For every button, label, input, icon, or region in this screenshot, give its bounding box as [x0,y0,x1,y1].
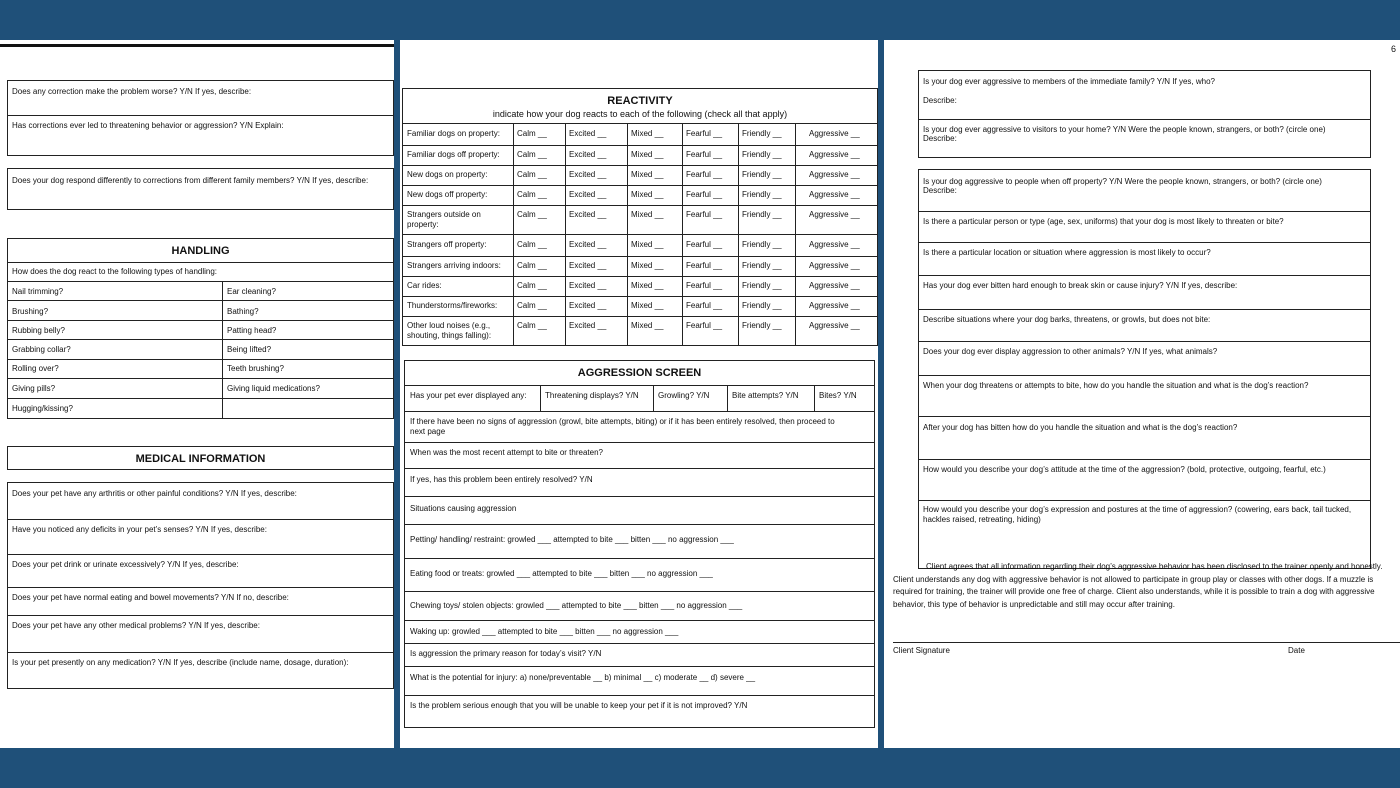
reactivity-option[interactable]: Calm __ [517,301,547,310]
reactivity-option[interactable]: Mixed __ [631,281,664,290]
handling-section [7,238,394,419]
medical-question: Have you noticed any deficits in your pet’s senses? Y/N If yes, describe: [12,525,267,534]
reactivity-option[interactable]: Friendly __ [742,281,782,290]
reactivity-option[interactable]: Friendly __ [742,301,782,310]
question-visitors-describe: Describe: [923,134,957,143]
reactivity-option[interactable]: Aggressive __ [809,170,860,179]
question: Is there a particular location or situation where aggression is most likely to occur? [923,248,1211,257]
reactivity-option[interactable]: Excited __ [569,129,607,138]
handling-item: Patting head? [227,326,277,335]
reactivity-option[interactable]: Excited __ [569,190,607,199]
reactivity-option[interactable]: Excited __ [569,301,607,310]
reactivity-option[interactable]: Friendly __ [742,129,782,138]
reactivity-option[interactable]: Calm __ [517,261,547,270]
reactivity-option[interactable]: Fearful __ [686,261,723,270]
handling-item: Teeth brushing? [227,364,284,373]
reactivity-option[interactable]: Excited __ [569,150,607,159]
reactivity-option[interactable]: Aggressive __ [809,210,860,219]
question: Has your dog ever bitten hard enough to break skin or cause injury? Y/N If yes, describe: [923,281,1238,290]
medical-header [7,446,394,470]
reactivity-row-label: Strangers off property: [407,240,487,249]
question: How would you describe your dog’s attitude at the time of the aggression? (bold, protective, outgoing, fearful, etc.) [923,465,1326,474]
reactivity-option[interactable]: Aggressive __ [809,321,860,330]
aggression-title: AGGRESSION SCREEN [577,367,702,379]
aggression-row: Petting/ handling/ restraint: growled ___ attempted to bite ___ bitten ___ no aggression ___ [410,535,734,544]
reactivity-option[interactable]: Excited __ [569,261,607,270]
handling-item: Bathing? [227,307,259,316]
aggression-row: What is the potential for injury: a) none/preventable __ b) minimal __ c) moderate __ d) severe __ [410,673,756,682]
handling-item: Giving liquid medications? [227,384,320,393]
reactivity-option[interactable]: Excited __ [569,321,607,330]
correction-question-1: Does any correction make the problem worse? Y/N If yes, describe: [12,87,252,96]
family-visitors-box [918,70,1371,158]
reactivity-option[interactable]: Mixed __ [631,261,664,270]
aggression-row: Waking up: growled ___ attempted to bite ___ bitten ___ no aggression ___ [410,627,679,636]
medical-question: Does your pet have normal eating and bowel movements? Y/N If no, describe: [12,593,289,602]
handling-item: Giving pills? [12,384,56,393]
top-rule [0,44,394,47]
aggression-questions-box [918,169,1371,569]
reactivity-option[interactable]: Fearful __ [686,129,723,138]
correction-question-3: Does your dog respond differently to corrections from different family members? Y/N If yes, describe: [12,176,369,185]
reactivity-option[interactable]: Mixed __ [631,150,664,159]
handling-item: Ear cleaning? [227,287,276,296]
reactivity-option[interactable]: Excited __ [569,240,607,249]
reactivity-row-label: Other loud noises (e.g., shouting, things falling): [407,321,492,340]
reactivity-option[interactable]: Aggressive __ [809,301,860,310]
question: When your dog threatens or attempts to bite, how do you handle the situation and what is the dog’s reaction? [923,381,1309,390]
reactivity-option[interactable]: Calm __ [517,190,547,199]
correction-box-2 [7,168,394,210]
reactivity-option[interactable]: Fearful __ [686,190,723,199]
reactivity-option[interactable]: Mixed __ [631,240,664,249]
reactivity-option[interactable]: Aggressive __ [809,150,860,159]
displayed-option: Bite attempts? Y/N [732,391,799,400]
reactivity-option[interactable]: Mixed __ [631,129,664,138]
question: After your dog has bitten how do you handle the situation and what is the dog’s reaction? [923,423,1238,432]
medical-question: Does your pet have any arthritis or other painful conditions? Y/N If yes, describe: [12,489,297,498]
handling-item: Hugging/kissing? [12,404,73,413]
question: Does your dog ever display aggression to other animals? Y/N If yes, what animals? [923,347,1218,356]
aggression-row: Chewing toys/ stolen objects: growled ___ attempted to bite ___ bitten ___ no aggression ___ [410,601,743,610]
reactivity-table [402,88,878,346]
reactivity-option[interactable]: Calm __ [517,240,547,249]
handling-item: Brushing? [12,307,49,316]
handling-title: HANDLING [171,245,230,257]
reactivity-row-label: Car rides: [407,281,442,290]
reactivity-option[interactable]: Excited __ [569,281,607,290]
reactivity-option[interactable]: Mixed __ [631,210,664,219]
medical-question: Is your pet presently on any medication? Y/N If yes, describe (include name, dosage, duration): [12,658,349,667]
reactivity-option[interactable]: Fearful __ [686,170,723,179]
aggression-row: Situations causing aggression [410,504,517,513]
reactivity-option[interactable]: Aggressive __ [809,129,860,138]
medical-title: MEDICAL INFORMATION [135,453,266,465]
displayed-option: Bites? Y/N [819,391,857,400]
reactivity-subtitle: indicate how your dog reacts to each of the following (check all that apply) [492,109,788,119]
reactivity-option[interactable]: Fearful __ [686,321,723,330]
client-agreement: Client agrees that all information regarding their dog’s aggressive behavior has been disclosed to the trainer openly and honestly. Client understands any dog with aggressive behavior is not allowed to participate in group play or classes with other dogs. If a muzzle is required for training, the trainer will provide one free of charge. Client also understands, while it is possible to train a dog with aggressive behavior, this type of behavior is unpredictable and still may occur after training. [893,562,1383,609]
correction-box [7,80,394,156]
reactivity-option[interactable]: Excited __ [569,170,607,179]
handling-intro: How does the dog react to the following types of handling: [12,267,218,276]
displayed-option: Growling? Y/N [658,391,710,400]
reactivity-option[interactable]: Aggressive __ [809,190,860,199]
reactivity-option[interactable]: Calm __ [517,129,547,138]
reactivity-option[interactable]: Calm __ [517,281,547,290]
reactivity-row-label: New dogs off property: [407,190,488,199]
medical-question: Does your pet drink or urinate excessively? Y/N If yes, describe: [12,560,239,569]
reactivity-option[interactable]: Mixed __ [631,170,664,179]
signature-label: Client Signature [893,646,950,655]
handling-item: Being lifted? [227,345,272,354]
reactivity-option[interactable]: Friendly __ [742,190,782,199]
reactivity-option[interactable]: Excited __ [569,210,607,219]
aggression-row: Is aggression the primary reason for today’s visit? Y/N [410,649,602,658]
handling-item: Nail trimming? [12,287,64,296]
question: Describe situations where your dog barks, threatens, or growls, but does not bite: [923,315,1211,324]
reactivity-option[interactable]: Aggressive __ [809,240,860,249]
handling-item: Rolling over? [12,364,59,373]
question-visitors: Is your dog ever aggressive to visitors to your home? Y/N Were the people known, strangers, or both? (circle one) [923,125,1326,134]
reactivity-option[interactable]: Friendly __ [742,240,782,249]
reactivity-option[interactable]: Calm __ [517,150,547,159]
aggression-row: Is the problem serious enough that you will be unable to keep your pet if it is not improved? Y/N [410,701,748,710]
reactivity-option[interactable]: Fearful __ [686,240,723,249]
question-off-property: Is your dog aggressive to people when off property? Y/N Were the people known, strangers, or both? (circle one) [923,177,1322,186]
reactivity-row-label: Strangers outside on property: [407,210,481,229]
medical-section [7,482,394,689]
reactivity-option[interactable]: Mixed __ [631,190,664,199]
reactivity-option[interactable]: Calm __ [517,210,547,219]
reactivity-row-label: Familiar dogs off property: [407,150,500,159]
form-page-1 [0,40,394,748]
reactivity-title: REACTIVITY [607,95,673,107]
reactivity-option[interactable]: Fearful __ [686,150,723,159]
displayed-option: Threatening displays? Y/N [545,391,639,400]
form-page-3 [884,40,1400,748]
aggression-screen [404,360,875,728]
question: Is there a particular person or type (age, sex, uniforms) that your dog is most likely to threaten or bite? [923,217,1284,226]
signature-line [893,642,1400,643]
reactivity-option[interactable]: Calm __ [517,321,547,330]
reactivity-option[interactable]: Friendly __ [742,321,782,330]
reactivity-option[interactable]: Aggressive __ [809,281,860,290]
reactivity-option[interactable]: Fearful __ [686,301,723,310]
form-page-2 [400,40,878,748]
reactivity-option[interactable]: Mixed __ [631,321,664,330]
question-family-describe: Describe: [923,96,957,105]
question-family: Is your dog ever aggressive to members of the immediate family? Y/N If yes, who? [923,77,1215,86]
question-off-property-describe: Describe: [923,186,957,195]
reactivity-row-label: New dogs on property: [407,170,488,179]
medical-question: Does your pet have any other medical problems? Y/N If yes, describe: [12,621,260,630]
handling-item: Grabbing collar? [12,345,71,354]
date-label: Date [1288,646,1305,655]
aggression-row: When was the most recent attempt to bite or threaten? [410,448,603,457]
page-number: 6 [1390,44,1396,54]
aggression-row: Eating food or treats: growled ___ attempted to bite ___ bitten ___ no aggression ___ [410,569,713,578]
question: How would you describe your dog’s expression and postures at the time of aggression? (cowering, ears back, tail tucked, hackles raised, retreating, hiding) [923,505,1352,524]
aggression-row: If there have been no signs of aggression (growl, bite attempts, biting) or if it has been entirely resolved, then proceed to next page [410,417,835,436]
reactivity-option[interactable]: Friendly __ [742,170,782,179]
reactivity-option[interactable]: Calm __ [517,170,547,179]
reactivity-option[interactable]: Mixed __ [631,301,664,310]
reactivity-row-label: Familiar dogs on property: [407,129,500,138]
reactivity-option[interactable]: Fearful __ [686,281,723,290]
reactivity-option[interactable]: Aggressive __ [809,261,860,270]
reactivity-option[interactable]: Friendly __ [742,150,782,159]
reactivity-option[interactable]: Fearful __ [686,210,723,219]
reactivity-row-label: Thunderstorms/fireworks: [407,301,498,310]
aggression-row: If yes, has this problem been entirely resolved? Y/N [410,475,593,484]
correction-question-2: Has corrections ever led to threatening behavior or aggression? Y/N Explain: [12,121,284,130]
displayed-label: Has your pet ever displayed any: [410,391,527,400]
handling-item: Rubbing belly? [12,326,65,335]
reactivity-row-label: Strangers arriving indoors: [407,261,501,270]
reactivity-option[interactable]: Friendly __ [742,261,782,270]
reactivity-option[interactable]: Friendly __ [742,210,782,219]
